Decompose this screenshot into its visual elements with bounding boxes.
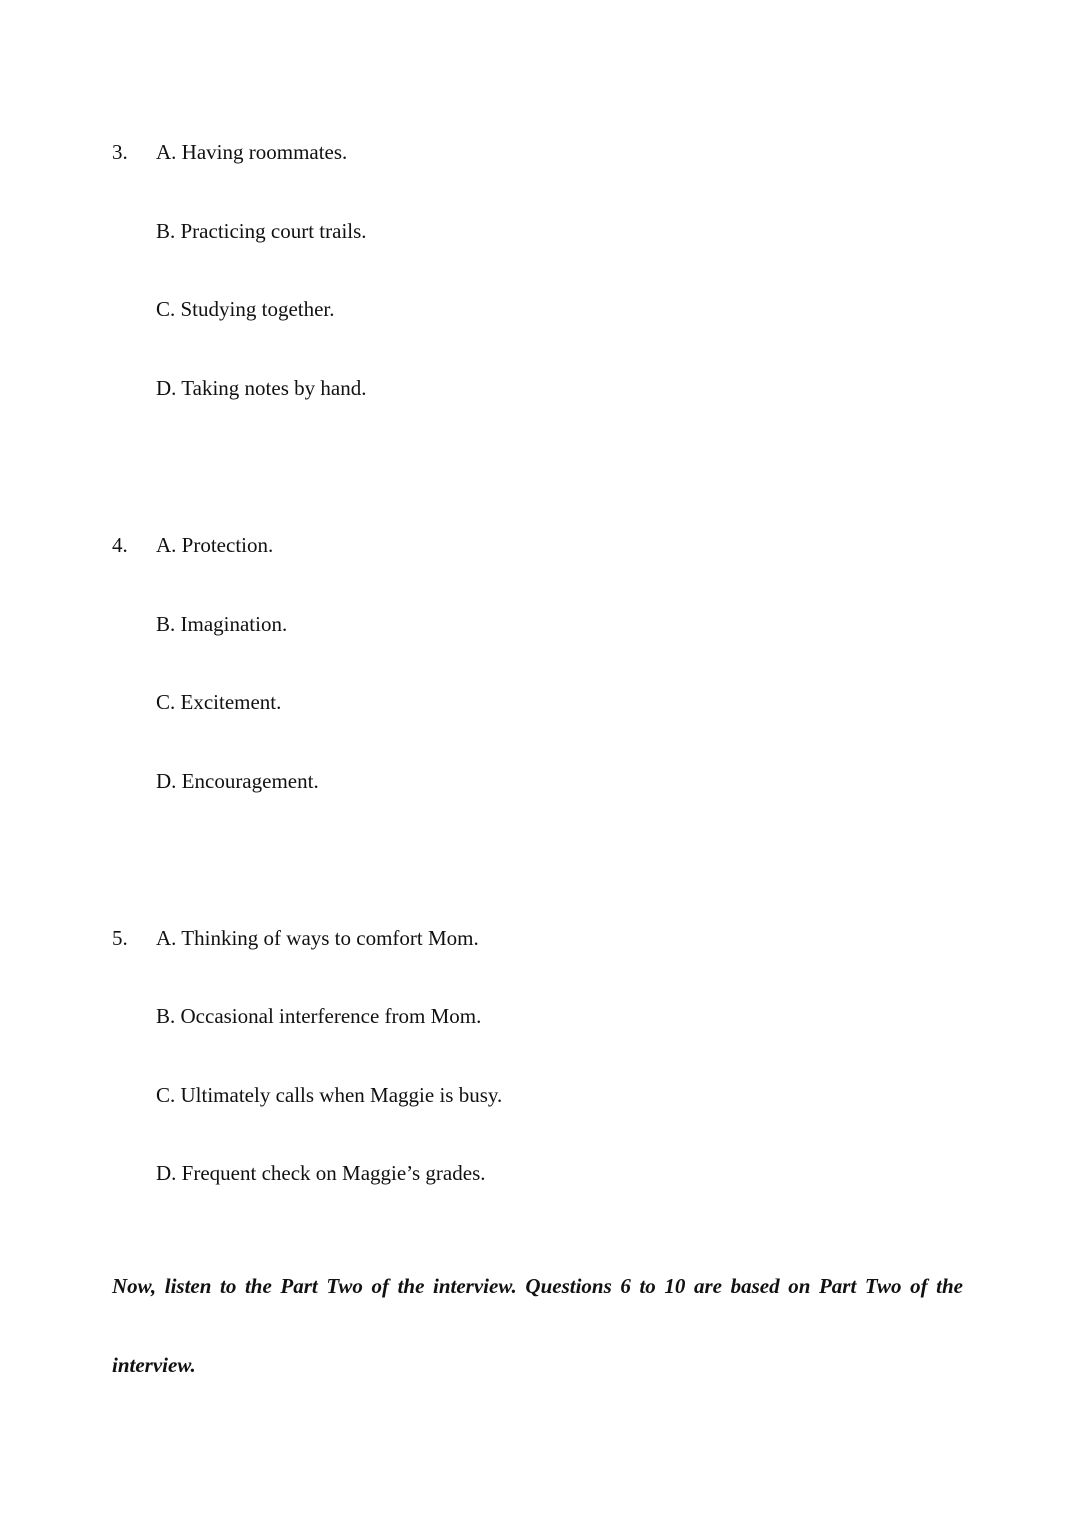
option-a: A. Thinking of ways to comfort Mom. bbox=[156, 926, 479, 950]
question-number: 5. bbox=[112, 926, 128, 950]
option-c: C. Excitement. bbox=[156, 690, 282, 714]
question-number: 3. bbox=[112, 140, 128, 164]
option-b: B. Imagination. bbox=[156, 612, 288, 636]
option-c: C. Ultimately calls when Maggie is busy. bbox=[156, 1083, 503, 1107]
question-number: 4. bbox=[112, 533, 128, 557]
option-d: D. Taking notes by hand. bbox=[156, 376, 367, 400]
option-b: B. Practicing court trails. bbox=[156, 219, 367, 243]
option-a: A. Having roommates. bbox=[156, 140, 348, 164]
option-a: A. Protection. bbox=[156, 533, 274, 557]
instruction-line-1: Now, listen to the Part Two of the interview. Questions 6 to 10 are based on Part Two of the bbox=[112, 1274, 963, 1298]
option-d: D. Encouragement. bbox=[156, 769, 319, 793]
option-c: C. Studying together. bbox=[156, 297, 335, 321]
option-d: D. Frequent check on Maggie’s grades. bbox=[156, 1161, 486, 1185]
option-b: B. Occasional interference from Mom. bbox=[156, 1004, 482, 1028]
instruction-line-2: interview. bbox=[112, 1353, 196, 1377]
